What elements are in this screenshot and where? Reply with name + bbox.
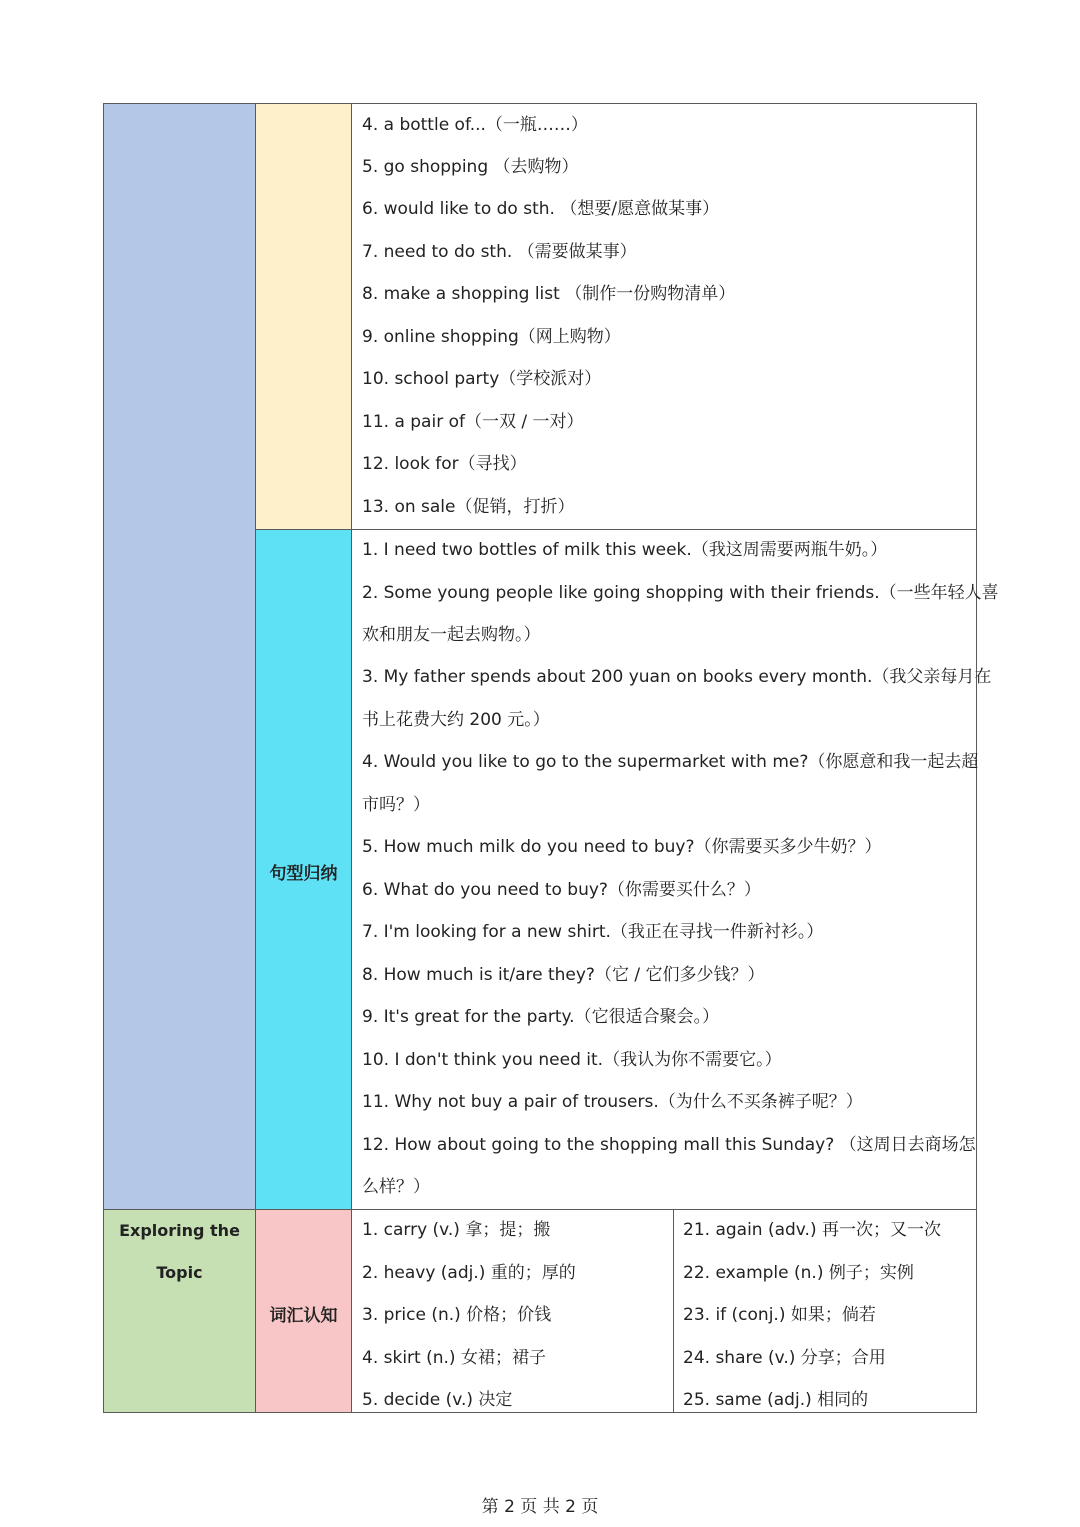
sentences-label: 句型归纳 bbox=[269, 864, 338, 884]
phrase-line: 13. on sale（促销，打折） bbox=[362, 497, 575, 517]
sentence-line: 8. How much is it/are they?（它 / 它们多少钱？） bbox=[362, 965, 765, 985]
phrase-line: 8. make a shopping list （制作一份购物清单） bbox=[362, 284, 736, 304]
sentence-line: 6. What do you need to buy?（你需要买什么？） bbox=[362, 880, 761, 900]
vocab-item: 1. carry (v.) 拿；提；搬 bbox=[362, 1220, 551, 1240]
sentences-label-cell bbox=[255, 529, 352, 1210]
sentence-line: 10. I don't think you need it.（我认为你不需要它。） bbox=[362, 1050, 782, 1070]
sentence-line: 书上花费大约 200 元。） bbox=[362, 710, 550, 730]
sentence-line: 12. How about going to the shopping mall this Sunday? （这周日去商场怎 bbox=[362, 1135, 976, 1155]
sentence-line: 欢和朋友一起去购物。） bbox=[362, 625, 541, 645]
vocab-item: 23. if (conj.) 如果；倘若 bbox=[683, 1305, 876, 1325]
section-title-line1: Exploring the bbox=[119, 1221, 240, 1240]
section-title-cell bbox=[103, 1209, 256, 1413]
phrases-label-cell bbox=[255, 103, 352, 530]
phrase-line: 5. go shopping （去购物） bbox=[362, 157, 579, 177]
vocab-item: 2. heavy (adj.) 重的；厚的 bbox=[362, 1263, 576, 1283]
phrase-line: 9. online shopping（网上购物） bbox=[362, 327, 621, 347]
sentence-line: 么样？） bbox=[362, 1177, 430, 1197]
section-title-line2: Topic bbox=[156, 1263, 203, 1282]
sentence-line: 市吗？） bbox=[362, 795, 430, 815]
vocab-item: 4. skirt (n.) 女裙；裙子 bbox=[362, 1348, 546, 1368]
sentence-line: 9. It's great for the party.（它很适合聚会。） bbox=[362, 1007, 720, 1027]
phrase-line: 4. a bottle of...（一瓶……） bbox=[362, 115, 588, 135]
vocab-item: 22. example (n.) 例子；实例 bbox=[683, 1263, 914, 1283]
vocab-item: 3. price (n.) 价格；价钱 bbox=[362, 1305, 552, 1325]
vocab-label: 词汇认知 bbox=[269, 1306, 338, 1326]
vocab-item: 25. same (adj.) 相同的 bbox=[683, 1390, 869, 1410]
phrase-line: 6. would like to do sth. （想要/愿意做某事） bbox=[362, 199, 720, 219]
sentence-line: 5. How much milk do you need to buy?（你需要买多少牛奶？） bbox=[362, 837, 882, 857]
sentence-line: 2. Some young people like going shopping with their friends.（一些年轻人喜 bbox=[362, 583, 999, 603]
sentence-line: 11. Why not buy a pair of trousers.（为什么不买条裤子呢？） bbox=[362, 1092, 863, 1112]
sentence-line: 4. Would you like to go to the supermarket with me?（你愿意和我一起去超 bbox=[362, 752, 979, 772]
unit-column-cell bbox=[103, 103, 256, 1210]
page-number-footer: 第 2 页 共 2 页 bbox=[481, 1497, 599, 1517]
phrase-line: 11. a pair of（一双 / 一对） bbox=[362, 412, 584, 432]
vocab-item: 21. again (adv.) 再一次；又一次 bbox=[683, 1220, 941, 1240]
vocab-item: 5. decide (v.) 决定 bbox=[362, 1390, 513, 1410]
sentence-line: 3. My father spends about 200 yuan on books every month.（我父亲每月在 bbox=[362, 667, 992, 687]
sentence-line: 1. I need two bottles of milk this week.（我这周需要两瓶牛奶。） bbox=[362, 540, 888, 560]
vocab-label-cell bbox=[255, 1209, 352, 1413]
sentence-line: 7. I'm looking for a new shirt.（我正在寻找一件新衬衫。） bbox=[362, 922, 824, 942]
phrase-line: 7. need to do sth. （需要做某事） bbox=[362, 242, 637, 262]
vocab-item: 24. share (v.) 分享；合用 bbox=[683, 1348, 886, 1368]
phrase-line: 12. look for（寻找） bbox=[362, 454, 527, 474]
phrase-line: 10. school party（学校派对） bbox=[362, 369, 602, 389]
